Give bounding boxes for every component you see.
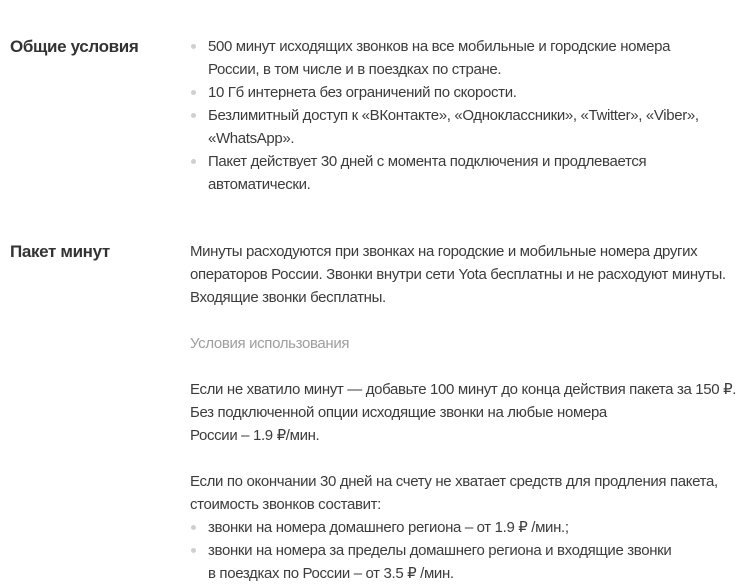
text-line: Входящие звонки бесплатны. [190, 289, 386, 306]
list-item [190, 81, 743, 104]
text-line: Без подключенной опции исходящие звонки на любые номера [190, 404, 607, 421]
list-item [190, 539, 743, 585]
text-line: операторов России. Звонки внутри сети Yota бесплатны и не расходуют минуты. [190, 266, 726, 283]
text-line: Пакет действует 30 дней с момента подключения и продлевается [208, 153, 647, 170]
text-line: Если по окончании 30 дней на счету не хватает средств для продления пакета, [190, 473, 718, 490]
text-line: 500 минут исходящих звонков на все мобильные и городские номера [208, 38, 671, 55]
list-item-text [208, 150, 743, 196]
usage-terms-subtitle: Условия использования [190, 335, 350, 352]
text-line: в поездках по России – от 3.5 ₽ /мин. [208, 565, 454, 582]
bullet-icon [191, 525, 196, 530]
bullet-icon [191, 44, 196, 49]
text-line: Если не хватило минут — добавьте 100 минут до конца действия пакета за 150 ₽. [190, 381, 737, 398]
list-item [190, 150, 743, 196]
text-line: звонки на номера домашнего региона – от 1.9 ₽ /мин.; [208, 519, 569, 536]
list-item-text [208, 539, 743, 585]
bullet-icon [191, 159, 196, 164]
bullet-icon [191, 90, 196, 95]
call-rates-list [190, 516, 743, 585]
text-line: автоматически. [208, 176, 311, 193]
text-line: 10 Гб интернета без ограничений по скорости. [208, 84, 517, 101]
list-item [190, 104, 743, 150]
general-terms-list [190, 35, 743, 196]
minutes-intro-paragraph [190, 240, 743, 309]
expiry-paragraph [190, 470, 743, 516]
section-title-general-terms: Общие условия [10, 37, 139, 56]
list-item-text [208, 104, 743, 150]
list-item-text [208, 81, 743, 104]
bullet-icon [191, 548, 196, 553]
text-line: России – 1.9 ₽/мин. [190, 427, 320, 444]
section-title-minutes-package: Пакет минут [10, 242, 110, 261]
text-line: звонки на номера за пределы домашнего региона и входящие звонки [208, 542, 672, 559]
text-line: Безлимитный доступ к «ВКонтакте», «Одноклассники», «Twitter», «Viber», [208, 107, 699, 124]
list-item [190, 35, 743, 81]
general-terms-content [190, 35, 743, 196]
list-item [190, 516, 743, 539]
text-line: «WhatsApp». [208, 130, 295, 147]
list-item-text [208, 516, 743, 539]
bullet-icon [191, 113, 196, 118]
minutes-package-content [190, 240, 743, 585]
text-line: стоимость звонков составит: [190, 496, 381, 513]
text-line: России, в том числе и в поездках по стране. [208, 61, 502, 78]
section-minutes-package [10, 240, 743, 585]
section-general-terms [10, 35, 743, 196]
text-line: Минуты расходуются при звонках на городские и мобильные номера других [190, 243, 698, 260]
add-minutes-paragraph [190, 378, 743, 447]
list-item-text [208, 35, 743, 81]
